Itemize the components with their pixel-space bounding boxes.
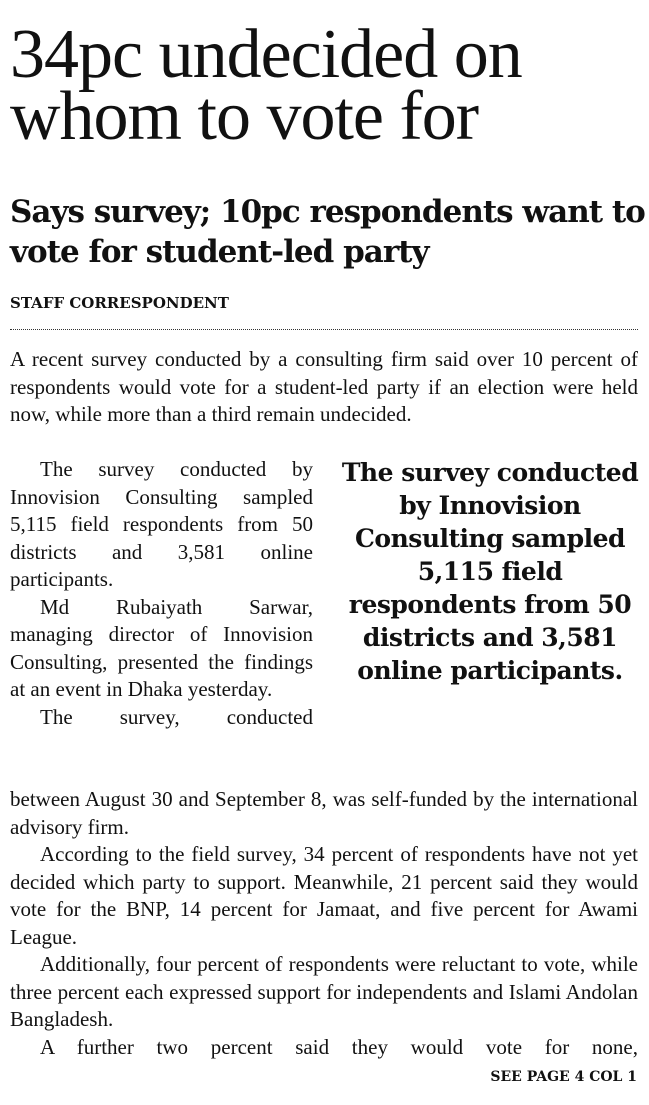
body-paragraph: According to the field survey, 34 percent of respondents have not yet decided which party to support. Meanwhile, 21 percent said they would vote for the BNP, 14 percent for Jamaat, and five percent for Awami League. (10, 842, 638, 949)
dotted-divider (10, 329, 638, 330)
left-column (10, 456, 313, 731)
lead-paragraph: A recent survey conducted by a consulting firm said over 10 percent of respondents would vote for a student-led party if an election were held now, while more than a third remain undecided. (10, 347, 638, 426)
jump-link[interactable]: SEE PAGE 4 COL 1 (490, 1069, 637, 1085)
pull-quote: The survey conducted by Innovision Consulting sampled 5,115 field respondents from 50 districts and 3,581 online participants. (341, 458, 639, 685)
headline: 34pc undecided on whom to vote for (10, 16, 522, 155)
body-paragraph: Md Rubaiyath Sarwar, managing director of Innovision Consulting, presented the findings at an event in Dhaka yesterday. (10, 594, 313, 701)
body-paragraph: between August 30 and September 8, was self-funded by the international advisory firm. (10, 787, 638, 839)
body-paragraph: Additionally, four percent of respondents were reluctant to vote, while three percent each expressed support for independents and Islami Andolan Bangladesh. (10, 952, 638, 1031)
subheadline: Says survey; 10pc respondents want to vote for student-led party (10, 194, 645, 270)
body-paragraph: A further two percent said they would vote for none, (40, 1034, 638, 1059)
continued-text (10, 786, 638, 1061)
body-paragraph: The survey, conducted (40, 704, 313, 729)
byline: STAFF CORRESPONDENT (10, 294, 229, 312)
body-paragraph: The survey conducted by Innovision Consulting sampled 5,115 field respondents from 50 districts and 3,581 online participants. (10, 457, 313, 591)
